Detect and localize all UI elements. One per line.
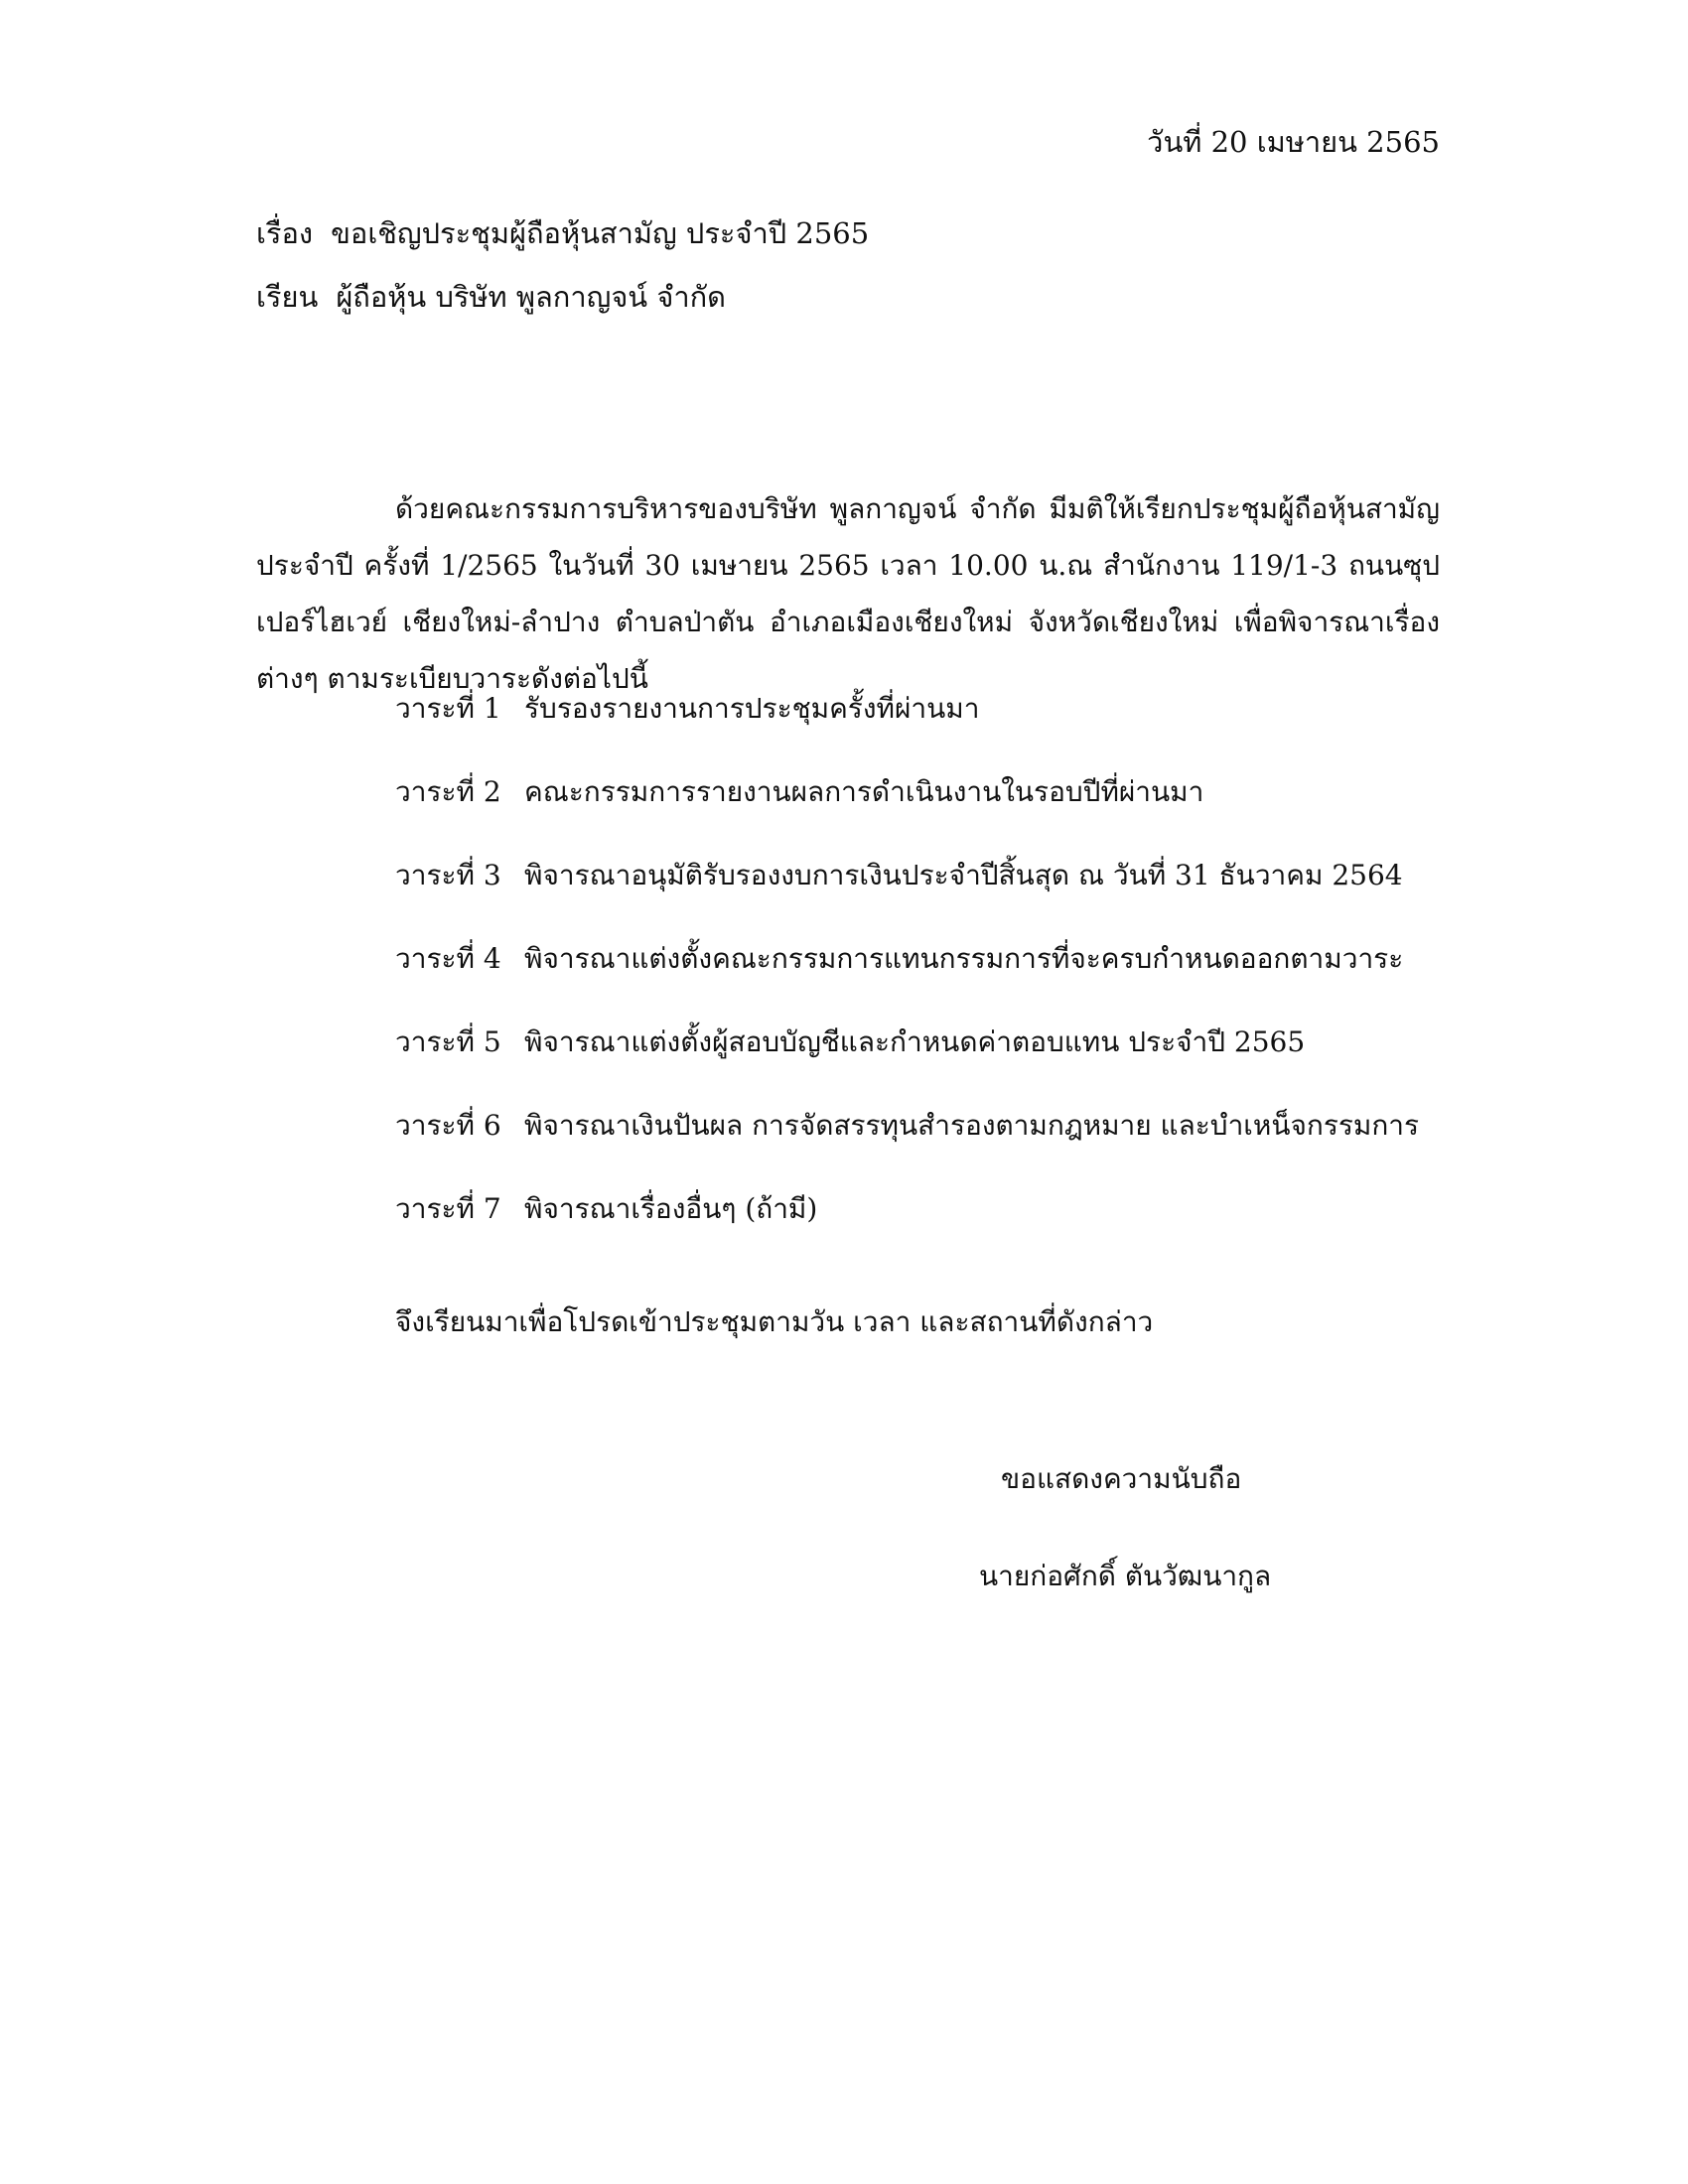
agenda-text: พิจารณาอนุมัติรับรองงบการเงินประจำปีสิ้นสุด ณ วันที่ 31 ธันวาคม 2564 (524, 859, 1403, 891)
agenda-text: พิจารณาเงินปันผล การจัดสรรทุนสำรองตามกฎหมาย และบำเหน็จกรรมการ (524, 1109, 1420, 1142)
agenda-item (395, 937, 1487, 1021)
salutation-text: ผู้ถือหุ้น บริษัท พูลกาญจน์ จำกัด (336, 280, 727, 314)
agenda-item (395, 854, 1487, 937)
agenda-number: วาระที่ 2 (395, 775, 501, 808)
agenda-list (395, 687, 1487, 1271)
agenda-number: วาระที่ 7 (395, 1192, 501, 1225)
agenda-item (395, 1021, 1487, 1104)
subject-line (256, 210, 869, 256)
agenda-number: วาระที่ 6 (395, 1109, 501, 1142)
agenda-item (395, 687, 1487, 770)
closing-paragraph: จึงเรียนมาเพื่อโปรดเข้าประชุมตามวัน เวลา และสถานที่ดังกล่าว (395, 1305, 1154, 1338)
salutation-line (256, 274, 726, 320)
agenda-number: วาระที่ 4 (395, 942, 501, 975)
subject-text: ขอเชิญประชุมผู้ถือหุ้นสามัญ ประจำปี 2565 (331, 216, 870, 250)
signer-name: นายก่อศักดิ์ ตันวัฒนากูล (979, 1560, 1272, 1592)
agenda-number: วาระที่ 3 (395, 859, 501, 891)
agenda-text: คณะกรรมการรายงานผลการดำเนินงานในรอบปีที่ผ่านมา (524, 775, 1204, 808)
agenda-number: วาระที่ 1 (395, 692, 501, 725)
agenda-item (395, 770, 1487, 854)
salutation-label: เรียน (256, 280, 319, 314)
agenda-item (395, 1187, 1487, 1271)
agenda-text: พิจารณาแต่งตั้งคณะกรรมการแทนกรรมการที่จะครบกำหนดออกตามวาระ (524, 942, 1404, 975)
agenda-text: รับรองรายงานการประชุมครั้งที่ผ่านมา (524, 692, 980, 725)
agenda-text: พิจารณาแต่งตั้งผู้สอบบัญชีและกำหนดค่าตอบแทน ประจำปี 2565 (524, 1025, 1306, 1058)
subject-label: เรื่อง (256, 216, 314, 250)
letter-date: วันที่ 20 เมษายน 2565 (1147, 125, 1440, 159)
agenda-number: วาระที่ 5 (395, 1025, 501, 1058)
agenda-text: พิจารณาเรื่องอื่นๆ (ถ้ามี) (524, 1192, 818, 1225)
regards-text: ขอแสดงความนับถือ (1001, 1462, 1242, 1495)
body-paragraph: ด้วยคณะกรรมการบริหารของบริษัท พูลกาญจน์ จำกัด มีมติให้เรียกประชุมผู้ถือหุ้นสามัญประจำปี ครั้งที่ 1/2565 ในวันที่ 30 เมษายน 2565 เวลา 10.00 น.ณ สำนักงาน 119/1-3 ถนนซุปเปอร์ไฮเวย์ เชียงใหม่-ลำปาง ตำบลป่าตัน อำเภอเมืองเชียงใหม่ จังหวัดเชียงใหม่ เพื่อพิจารณาเรื่องต่างๆ ตามระเบียบวาระดังต่อไปนี้ (256, 492, 1440, 695)
agenda-item (395, 1104, 1487, 1187)
